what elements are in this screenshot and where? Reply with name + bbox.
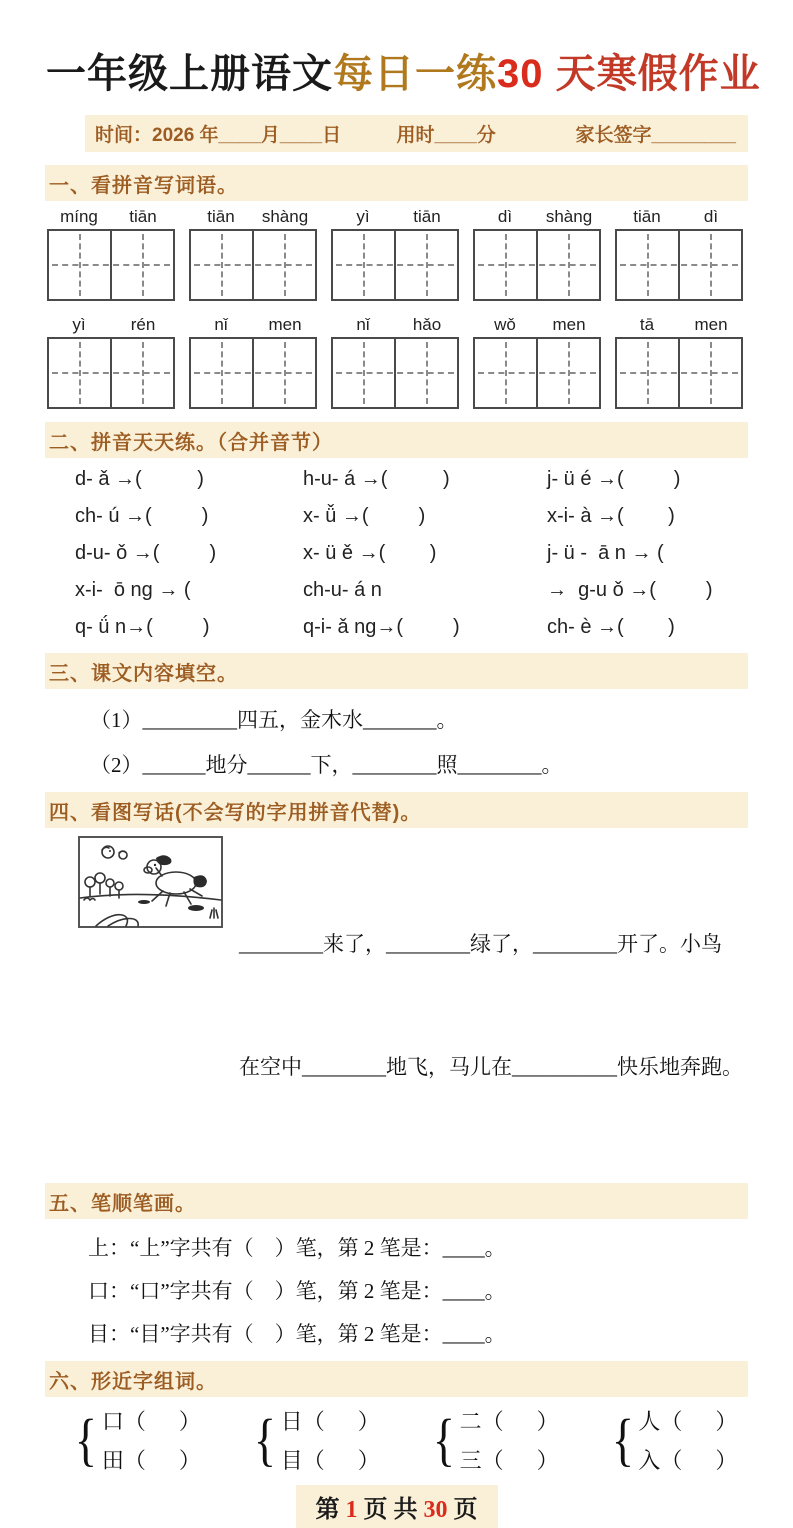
writing-box-group (473, 337, 601, 409)
writing-cell (394, 231, 457, 299)
writing-cell (678, 339, 741, 407)
syllable-item: j- ü é →( ) (547, 468, 681, 490)
pinyin-label: hǎo (412, 315, 442, 334)
writing-box-group (615, 229, 743, 301)
character-blank: 三（ ） (459, 1448, 559, 1473)
character-pair-group (430, 1405, 559, 1475)
exercise-row (75, 579, 748, 602)
pinyin-pair (473, 207, 601, 227)
brace-glyph: { (432, 1407, 455, 1472)
writing-cell (333, 231, 394, 299)
title-homework-part: 天寒假作业 (543, 52, 761, 96)
picture-writing-block (78, 836, 748, 1170)
parent-signature-field: 家长签字________ (575, 125, 736, 146)
character-blank: 二（ ） (459, 1409, 559, 1434)
pinyin-label: míng (60, 207, 98, 226)
syllable-item: q- ǘ n→( ) (75, 616, 210, 638)
pinyin-label: nǐ (214, 315, 228, 334)
brace-glyph: { (611, 1407, 634, 1472)
writing-cell (333, 339, 394, 407)
pinyin-label: tiān (633, 207, 661, 226)
fill-blank-line: 在空中________地飞，马儿在__________快乐地奔跑。 (239, 1055, 743, 1079)
writing-cell (252, 339, 315, 407)
footer-text: 页 (447, 1497, 478, 1523)
stroke-order-line-1: 上：“上”字共有（ ）笔，第 2 笔是：____。 (88, 1236, 506, 1260)
page-number-indicator (296, 1485, 498, 1528)
pinyin-pair (189, 207, 317, 227)
syllable-item: x- ü ě →( ) (303, 542, 437, 564)
stroke-order-line-2: 口：“口”字共有（ ）笔，第 2 笔是：____。 (88, 1279, 506, 1303)
page-title (46, 0, 761, 99)
pinyin-label: tiān (413, 207, 441, 226)
total-page-number: 30 (423, 1497, 448, 1523)
writing-cell (191, 339, 252, 407)
writing-box-group (473, 229, 601, 301)
syllable-item: q-i- ǎ ng→( ) (303, 616, 460, 638)
duration-field: 用时____分 (396, 125, 496, 146)
pinyin-pair (615, 315, 743, 335)
exercise-row (75, 468, 748, 491)
fill-blank-line-1: （1）_________四五，金木水_______。 (90, 708, 458, 732)
meta-band (85, 115, 748, 152)
syllable-item: x-i- ō ng → ( (75, 579, 191, 601)
writing-cell (617, 231, 678, 299)
syllable-item: ch- è →( ) (547, 616, 675, 638)
writing-cell (252, 231, 315, 299)
syllable-item: ch-u- á n (303, 579, 382, 601)
writing-cell (617, 339, 678, 407)
character-pair-group (609, 1405, 738, 1475)
writing-cell (536, 231, 599, 299)
writing-cell (394, 339, 457, 407)
section3-heading: 三、课文内容填空。 (45, 653, 748, 689)
pinyin-label: wǒ (494, 315, 516, 334)
writing-cell (678, 231, 741, 299)
writing-cell (110, 231, 173, 299)
brace-glyph: { (253, 1407, 276, 1472)
pinyin-label: dì (497, 207, 513, 226)
character-pair-group (251, 1405, 380, 1475)
title-grade-part: 一年级上册语文 (46, 52, 333, 96)
pinyin-pair (473, 315, 601, 335)
title-days-number: 30 (497, 52, 544, 96)
pinyin-pair (615, 207, 743, 227)
writing-cell (475, 231, 536, 299)
writing-box-group (47, 229, 175, 301)
syllable-item: → g-u ǒ →( ) (547, 579, 713, 601)
footer-text: 第 (315, 1497, 346, 1523)
pinyin-pair (47, 315, 175, 335)
syllable-merge-exercises (75, 468, 748, 639)
syllable-item: ch- ú →( ) (75, 505, 209, 527)
pinyin-label: men (268, 315, 302, 334)
writing-cell (536, 339, 599, 407)
exercise-row (75, 505, 748, 528)
fill-blank-line-2: （2）______地分______下，________照________。 (90, 753, 563, 777)
similar-character-groups (72, 1405, 793, 1475)
pinyin-label: tiān (207, 207, 235, 226)
syllable-item: x- ǚ →( ) (303, 505, 426, 527)
character-blank: 口（ ） (101, 1409, 201, 1434)
writing-box-group (331, 337, 459, 409)
brace-glyph: { (74, 1407, 98, 1472)
pinyin-label: men (552, 315, 586, 334)
pinyin-pair (47, 207, 175, 227)
syllable-item: x-i- à →( ) (547, 505, 675, 527)
exercise-row (75, 542, 748, 565)
footer-text: 页 共 (357, 1497, 424, 1523)
pinyin-label: yì (356, 207, 370, 226)
character-blank: 日（ ） (280, 1409, 380, 1434)
pinyin-row-1 (47, 207, 746, 227)
picture-writing-lines (239, 836, 743, 1170)
page-footer (0, 1485, 793, 1528)
pinyin-label: tā (639, 315, 655, 334)
stroke-order-line-3: 目：“目”字共有（ ）笔，第 2 笔是：____。 (88, 1322, 506, 1346)
title-practice-part: 每日一练 (333, 52, 497, 96)
pinyin-row-2 (47, 315, 746, 335)
character-blank: 人（ ） (638, 1409, 738, 1434)
pinyin-label: nǐ (356, 315, 370, 334)
writing-box-row-2 (47, 337, 746, 409)
pinyin-label: tiān (129, 207, 157, 226)
syllable-item: d- ǎ →( ) (75, 468, 204, 490)
pinyin-label: yì (72, 315, 86, 334)
horse-scene-illustration (78, 836, 223, 1170)
writing-cell (49, 339, 110, 407)
pinyin-pair (331, 315, 459, 335)
section6-heading: 六、形近字组词。 (45, 1361, 748, 1397)
pinyin-pair (189, 315, 317, 335)
writing-box-row-1 (47, 229, 746, 301)
character-pair-group (72, 1405, 201, 1475)
pinyin-label: rén (130, 315, 156, 334)
section2-heading: 二、拼音天天练。（合并音节） (45, 422, 748, 458)
syllable-item: j- ü - ā n → ( (547, 542, 664, 564)
pinyin-pair (331, 207, 459, 227)
pinyin-label: dì (703, 207, 719, 226)
writing-box-group (331, 229, 459, 301)
syllable-item: h-u- á →( ) (303, 468, 450, 490)
pinyin-label: shàng (261, 207, 309, 226)
section1-heading: 一、看拼音写词语。 (45, 165, 748, 201)
writing-cell (191, 231, 252, 299)
writing-cell (475, 339, 536, 407)
character-blank: 目（ ） (280, 1448, 380, 1473)
current-page-number: 1 (345, 1497, 358, 1523)
writing-box-group (189, 337, 317, 409)
character-blank: 入（ ） (638, 1448, 738, 1473)
writing-cell (49, 231, 110, 299)
date-field: 时间：2026 年____月____日 (95, 125, 342, 146)
writing-cell (110, 339, 173, 407)
character-blank: 田（ ） (101, 1448, 201, 1473)
section5-heading: 五、笔顺笔画。 (45, 1183, 748, 1219)
pinyin-label: shàng (545, 207, 593, 226)
fill-blank-line: ________来了，________绿了，________开了。小鸟 (239, 932, 722, 956)
pinyin-label: men (694, 315, 728, 334)
writing-box-group (615, 337, 743, 409)
exercise-row (75, 616, 748, 639)
section4-heading: 四、看图写话(不会写的字用拼音代替)。 (45, 792, 748, 828)
writing-box-group (47, 337, 175, 409)
writing-box-group (189, 229, 317, 301)
syllable-item: d-u- ǒ →( ) (75, 542, 217, 564)
